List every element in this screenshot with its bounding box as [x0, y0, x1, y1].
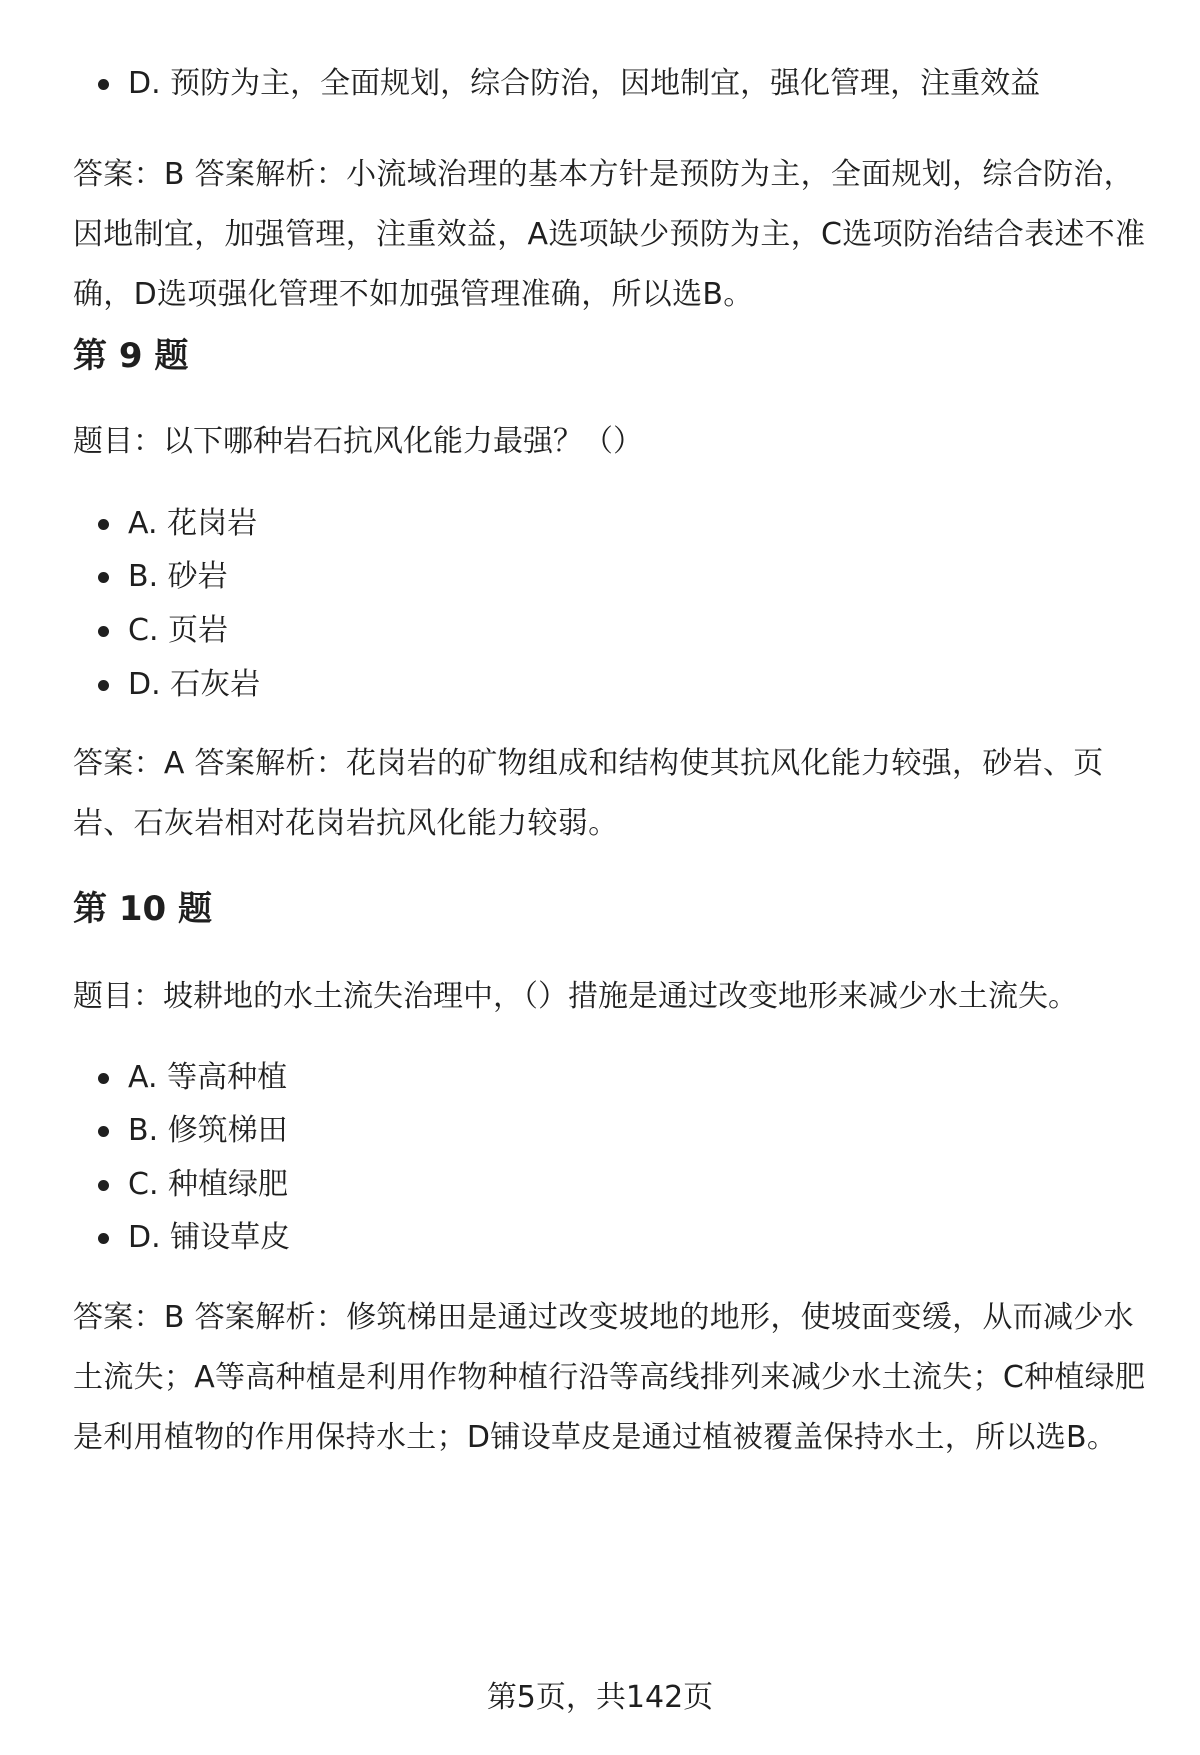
option-text: C. 种植绿肥 — [128, 1167, 289, 1202]
bullet-icon — [98, 572, 109, 583]
option-text: A. 等高种植 — [128, 1060, 288, 1095]
bullet-icon — [98, 1126, 109, 1137]
bullet-icon — [98, 1233, 109, 1244]
option-text: A. 花岗岩 — [128, 506, 258, 541]
question-stem: 题目：坡耕地的水土流失治理中，（）措施是通过改变地形来减少水土流失。 — [73, 979, 1078, 1014]
bullet-icon — [98, 1180, 109, 1191]
answer-explanation: 答案：B 答案解析：修筑梯田是通过改变坡地的地形，使坡面变缓，从而减少水土流失；A等高种植是利用作物种植行沿等高线排列来减少水土流失；C种植绿肥是利用植物的作用保持水土；D铺设草皮是通过植被覆盖保持水土，所以选B。 — [73, 1300, 1146, 1455]
answer-explanation: 答案：B 答案解析：小流域治理的基本方针是预防为主，全面规划，综合防治，因地制宜，加强管理，注重效益，A选项缺少预防为主，C选项防治结合表述不准确，D选项强化管理不如加强管理准确，所以选B。 — [73, 157, 1146, 312]
answer-explanation: 答案：A 答案解析：花岗岩的矿物组成和结构使其抗风化能力较强，砂岩、页岩、石灰岩相对花岗岩抗风化能力较弱。 — [73, 746, 1104, 841]
bullet-icon — [98, 626, 109, 637]
option-text: D. 石灰岩 — [128, 667, 261, 702]
option-text: D. 预防为主，全面规划，综合防治，因地制宜，强化管理，注重效益 — [128, 66, 1041, 101]
option-text: D. 铺设草皮 — [128, 1220, 291, 1255]
question-heading: 第 9 题 — [73, 336, 189, 376]
bullet-icon — [98, 519, 109, 530]
option-text: B. 修筑梯田 — [128, 1113, 288, 1148]
option-text: B. 砂岩 — [128, 559, 228, 594]
question-stem: 题目：以下哪种岩石抗风化能力最强？（） — [73, 424, 643, 459]
option-text: C. 页岩 — [128, 613, 229, 648]
question-heading: 第 10 题 — [73, 889, 212, 929]
bullet-icon — [98, 1073, 109, 1084]
bullet-icon — [98, 79, 109, 90]
page-number: 第5页，共142页 — [486, 1680, 714, 1715]
bullet-icon — [98, 680, 109, 691]
